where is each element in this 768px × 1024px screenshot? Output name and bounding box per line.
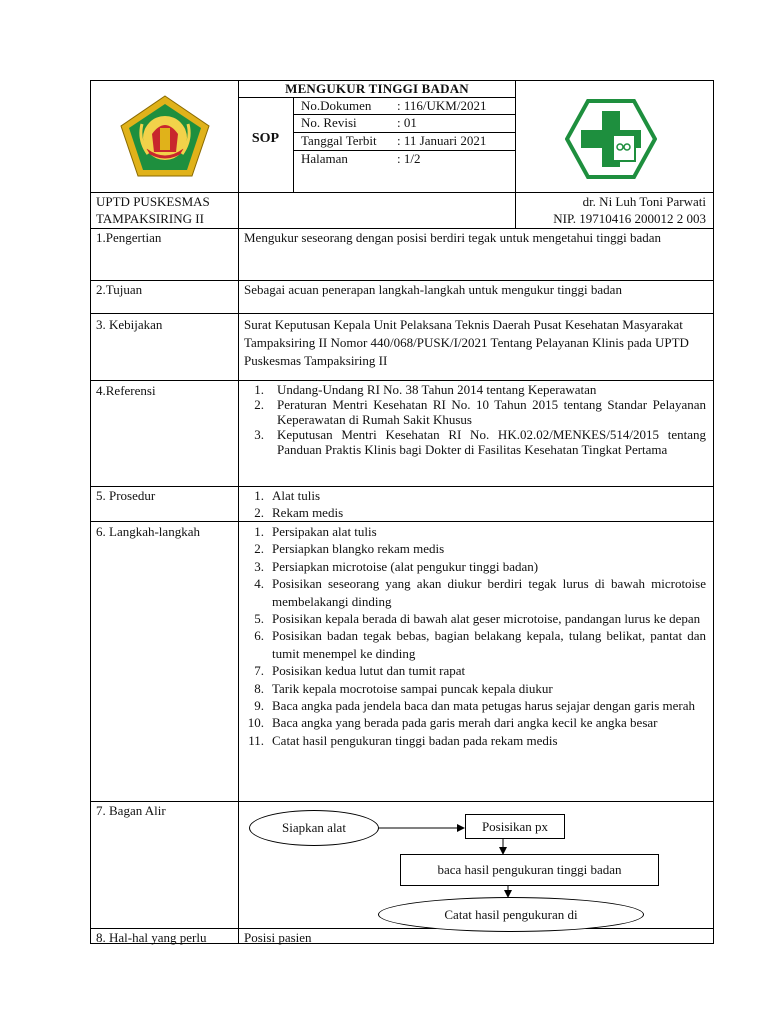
- list-item: [244, 627, 706, 662]
- list-item: [244, 397, 706, 427]
- org-name-line1: UPTD PUSKESMAS: [96, 194, 210, 209]
- list-text: Undang-Undang RI No. 38 Tahun 2014 tentang Keperawatan: [277, 382, 597, 397]
- signer-name: dr. Ni Luh Toni Parwati: [582, 194, 706, 209]
- meta-value: : 11 Januari 2021: [397, 133, 487, 148]
- flow-node-baca-hasil: baca hasil pengukuran tinggi badan: [400, 854, 659, 886]
- list-number: 6.: [254, 628, 264, 644]
- tujuan-text: Sebagai acuan penerapan langkah-langkah untuk mengukur tinggi badan: [244, 282, 622, 297]
- list-text: Persipakan alat tulis: [272, 524, 377, 539]
- list-item: [244, 427, 706, 457]
- list-text: Baca angka yang berada pada garis merah dari angka kecil ke angka besar: [272, 715, 658, 731]
- flow-node-posisikan-px: Posisikan px: [465, 814, 565, 839]
- list-item: [244, 662, 706, 679]
- list-item: [244, 504, 706, 521]
- list-number: 2.: [254, 397, 264, 412]
- list-number: 10.: [247, 715, 264, 731]
- list-item: [244, 558, 706, 575]
- meta-label: No. Revisi: [301, 115, 357, 130]
- list-number: 2.: [254, 541, 264, 557]
- list-item: [244, 732, 706, 749]
- list-text: Persiapkan blangko rekam medis: [272, 541, 445, 557]
- meta-value: : 01: [397, 115, 417, 130]
- hal-text: Posisi pasien: [244, 930, 312, 945]
- section-label-prosedur: 5. Prosedur: [96, 488, 156, 503]
- section-label-referensi: 4.Referensi: [96, 383, 156, 398]
- section-label-bagan: 7. Bagan Alir: [96, 803, 166, 818]
- meta-label: Halaman: [301, 151, 348, 166]
- list-text: Alat tulis: [272, 488, 321, 503]
- section-label-hal: 8. Hal-hal yang perlu: [96, 930, 207, 945]
- list-text: Baca angka pada jendela baca dan mata petugas harus sejajar dengan garis merah: [272, 698, 696, 714]
- puskesmas-seal: [118, 94, 212, 178]
- section-label-pengertian: 1.Pengertian: [96, 230, 162, 245]
- list-number: 1.: [254, 524, 264, 539]
- kebijakan-text: Surat Keputusan Kepala Unit Pelaksana Teknis Daerah Pusat Kesehatan Masyarakat Tampaksiring II Nomor 440/068/PUSK/I/2021 Tentang Pelayanan Klinis pada UPTD Puskesmas Tampaksiring II: [244, 317, 689, 368]
- list-number: 9.: [254, 698, 264, 714]
- flow-node-siapkan-alat: Siapkan alat: [249, 810, 379, 846]
- flow-node-catat-hasil: Catat hasil pengukuran di: [378, 897, 644, 932]
- list-text: Keputusan Mentri Kesehatan RI No. HK.02.02/MENKES/514/2015 tentang Panduan Praktis Klinis bagi Dokter di Fasilitas Kesehatan Tingkat Pertama: [277, 427, 706, 457]
- meta-label: No.Dokumen: [301, 98, 372, 113]
- list-item: [244, 575, 706, 610]
- list-number: 8.: [254, 680, 264, 696]
- list-number: 1.: [254, 488, 264, 503]
- list-text: Rekam medis: [272, 505, 344, 520]
- meta-label: Tanggal Terbit: [301, 133, 377, 148]
- list-text: Posisikan kedua lutut dan tumit rapat: [272, 663, 466, 679]
- meta-value: : 116/UKM/2021: [397, 98, 487, 113]
- list-number: 3.: [254, 427, 264, 442]
- referensi-list: [244, 382, 706, 457]
- prosedur-list: [244, 487, 706, 521]
- list-number: 7.: [254, 663, 264, 679]
- list-item: [244, 382, 706, 397]
- list-text: Catat hasil pengukuran tinggi badan pada rekam medis: [272, 732, 558, 748]
- list-item: [244, 680, 706, 697]
- section-label-kebijakan: 3. Kebijakan: [96, 317, 163, 332]
- list-text: Persiapkan microtoise (alat pengukur tinggi badan): [272, 558, 539, 574]
- list-text: Tarik kepala mocrotoise sampai puncak kepala diukur: [272, 680, 553, 696]
- health-cross-logo: [565, 99, 657, 179]
- list-text: Posisikan kepala berada di bawah alat geser microtoise, pandangan lurus ke depan: [272, 611, 701, 627]
- sop-label: SOP: [251, 131, 280, 146]
- list-item: [244, 714, 706, 731]
- list-number: 1.: [254, 382, 264, 397]
- list-text: Posisikan seseorang yang akan diukur berdiri tegak lurus di bawah microtoise membelakangi dinding: [272, 576, 706, 609]
- list-item: [244, 540, 706, 557]
- org-name-line2: TAMPAKSIRING II: [96, 211, 204, 226]
- section-label-tujuan: 2.Tujuan: [96, 282, 143, 297]
- list-number: 5.: [254, 611, 264, 627]
- list-number: 3.: [254, 558, 264, 574]
- list-item: [244, 487, 706, 504]
- pengertian-text: Mengukur seseorang dengan posisi berdiri tegak untuk mengetahui tinggi badan: [244, 230, 661, 245]
- meta-value: : 1/2: [397, 151, 421, 166]
- list-text: Posisikan badan tegak bebas, bagian belakang kepala, tulang belikat, pantat dan tumit menempel ke dinding: [272, 628, 706, 661]
- langkah-list: [244, 523, 706, 749]
- list-number: 2.: [254, 505, 264, 520]
- list-item: [244, 523, 706, 540]
- list-number: 11.: [248, 732, 264, 748]
- list-item: [244, 610, 706, 627]
- document-title: MENGUKUR TINGGI BADAN: [285, 81, 469, 96]
- list-number: 4.: [254, 576, 264, 592]
- list-text: Peraturan Mentri Kesehatan RI No. 10 Tahun 2015 tentang Standar Pelayanan Keperawatan di Rumah Sakit Khusus: [277, 397, 706, 427]
- list-item: [244, 697, 706, 714]
- section-label-langkah: 6. Langkah-langkah: [96, 524, 200, 539]
- signer-nip: NIP. 19710416 200012 2 003: [553, 211, 706, 226]
